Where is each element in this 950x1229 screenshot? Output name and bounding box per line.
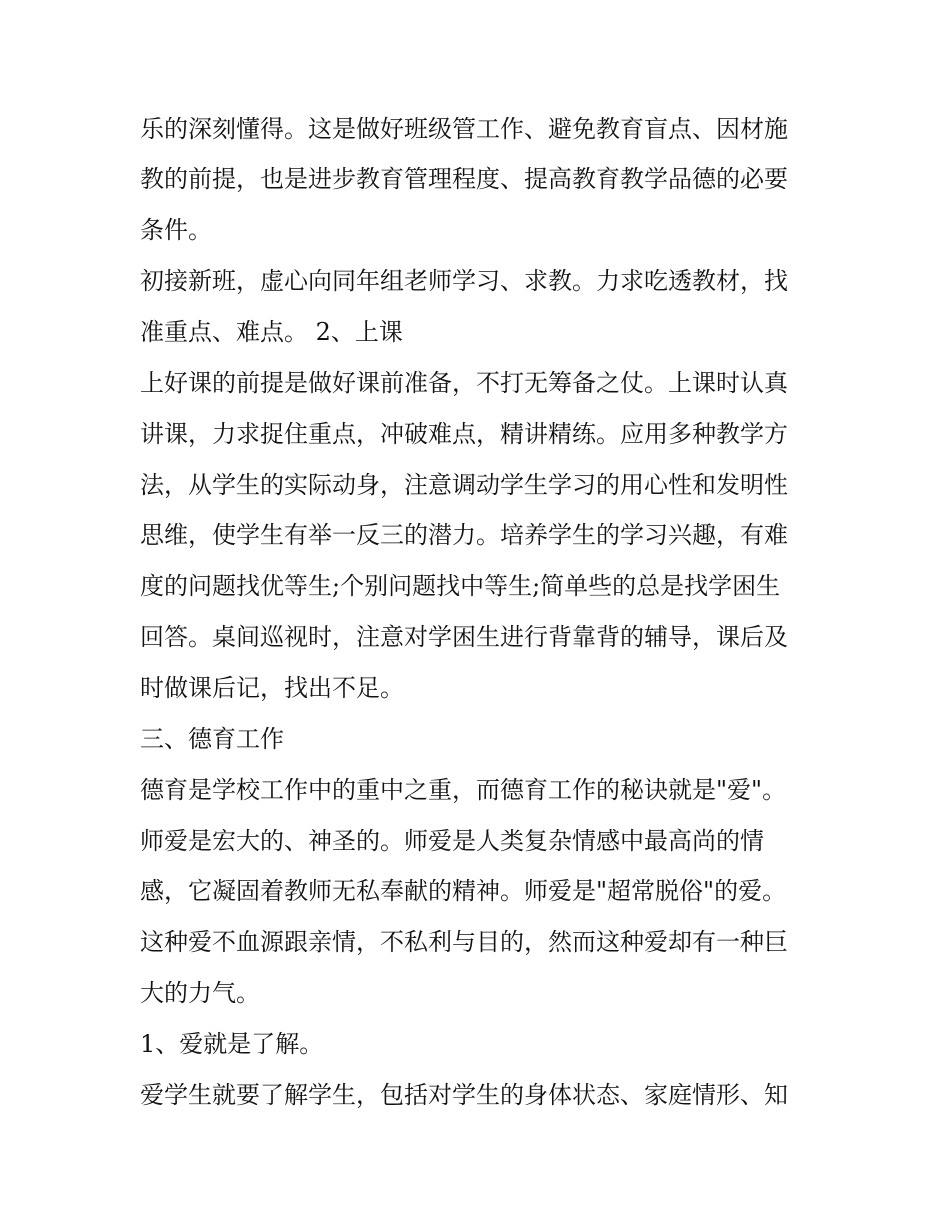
text-line: 讲课，力求捉住重点，冲破难点，精讲精练。应用多种教学方 [140, 420, 788, 448]
text-line: 德育是学校工作中的重中之重，而德育工作的秘诀就是"爱"。 [140, 776, 787, 804]
text-line: 度的问题找优等生;个别问题找中等生;简单些的总是找学困生 [140, 572, 781, 600]
text-line: 条件。 [140, 216, 212, 244]
text-line: 爱学生就要了解学生，包括对学生的身体状态、家庭情形、知 [140, 1081, 788, 1109]
subsection-heading: 1、爱就是了解。 [140, 1030, 324, 1058]
text-line: 教的前提，也是进步教育管理程度、提高教育教学品德的必要 [140, 165, 788, 193]
text-line: 师爱是宏大的、神圣的。师爱是人类复杂情感中最高尚的情 [140, 827, 764, 855]
text-line: 初接新班，虚心向同年组老师学习、求教。力求吃透教材，找 [140, 267, 788, 295]
text-line: 乐的深刻懂得。这是做好班级管工作、避免教育盲点、因材施 [140, 115, 788, 143]
section-heading: 三、德育工作 [140, 725, 284, 753]
text-line: 感，它凝固着教师无私奉献的精神。师爱是"超常脱俗"的爱。 [140, 877, 787, 905]
text-line: 法，从学生的实际动身，注意调动学生学习的用心性和发明性 [140, 471, 788, 499]
text-line: 时做课后记，找出不足。 [140, 674, 404, 702]
text-line: 回答。桌间巡视时，注意对学困生进行背靠背的辅导，课后及 [140, 623, 788, 651]
text-line: 这种爱不血源跟亲情，不私利与目的，然而这种爱却有一种巨 [140, 928, 788, 956]
text-line: 上好课的前提是做好课前准备，不打无筹备之仗。上课时认真 [140, 369, 788, 397]
text-line: 大的力气。 [140, 979, 260, 1007]
text-line: 准重点、难点。 2、上课 [140, 318, 403, 346]
text-line: 思维，使学生有举一反三的潜力。培养学生的学习兴趣，有难 [140, 521, 788, 549]
